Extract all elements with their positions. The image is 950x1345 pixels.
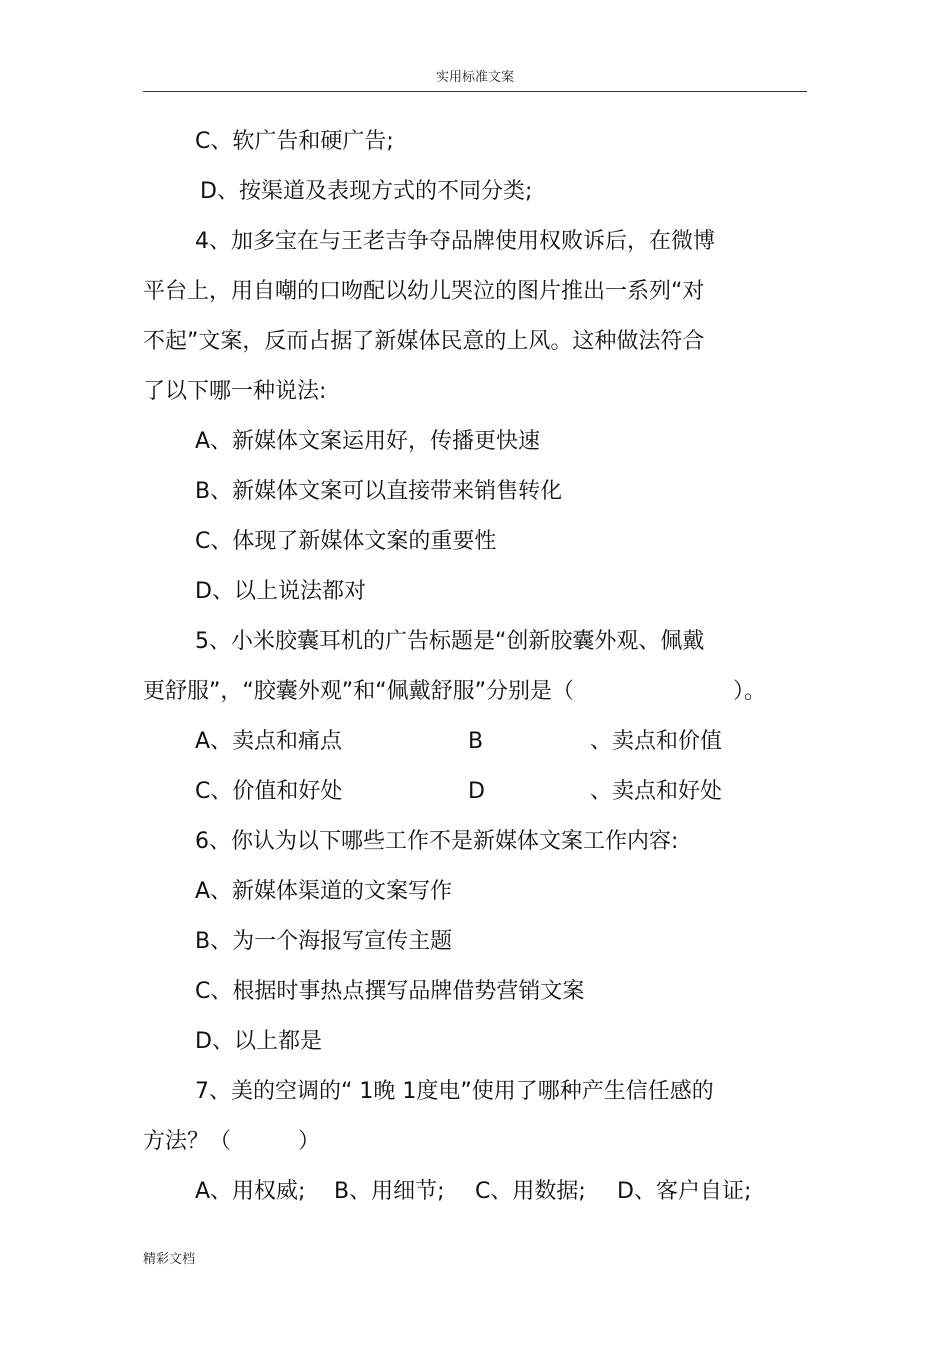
option-line: B、用细节;	[334, 1179, 445, 1204]
option-label: B	[468, 729, 484, 754]
page-footer: 精彩文档	[143, 1252, 196, 1267]
option-line: D、以上都是	[195, 1029, 322, 1054]
header-rule	[143, 91, 807, 92]
text-line: ）	[298, 1129, 321, 1154]
option-line: B、新媒体文案可以直接带来销售转化	[195, 479, 563, 504]
text-line: 方法？（	[143, 1129, 232, 1154]
option-line: C、体现了新媒体文案的重要性	[195, 529, 497, 554]
option-line: 、卖点和价值	[590, 729, 723, 754]
text-line: D、按渠道及表现方式的不同分类;	[200, 179, 533, 204]
text-line: 7、美的空调的“ 1晚 1度电”使用了哪种产生信任感的	[195, 1079, 714, 1104]
option-line: D、客户自证;	[617, 1179, 752, 1204]
option-label: D	[468, 779, 485, 804]
text-line: ）。	[733, 679, 767, 704]
text-line: 6、你认为以下哪些工作不是新媒体文案工作内容:	[195, 829, 679, 854]
option-line: B、为一个海报写宣传主题	[195, 929, 453, 954]
option-line: D、以上说法都对	[195, 579, 366, 604]
text-line: 了以下哪一种说法:	[143, 379, 327, 404]
text-line: 5、小米胶囊耳机的广告标题是“创新胶囊外观、佩戴	[195, 629, 705, 654]
option-line: A、卖点和痛点	[195, 729, 343, 754]
option-line: C、价值和好处	[195, 779, 343, 804]
text-line: 平台上，用自嘲的口吻配以幼儿哭泣的图片推出一系列“对	[143, 279, 705, 304]
text-line: 更舒服”，“胶囊外观”和“佩戴舒服”分别是（	[143, 679, 574, 704]
text-line: 不起”文案，反而占据了新媒体民意的上风。这种做法符合	[143, 329, 705, 354]
option-line: A、用权威;	[195, 1179, 306, 1204]
page-header: 实用标准文案	[435, 70, 514, 85]
text-line: C、软广告和硬广告;	[195, 129, 394, 154]
text-line: 4、加多宝在与王老吉争夺品牌使用权败诉后，在微博	[195, 229, 715, 254]
option-line: C、用数据;	[475, 1179, 586, 1204]
option-line: 、卖点和好处	[590, 779, 723, 804]
option-line: C、根据时事热点撰写品牌借势营销文案	[195, 979, 585, 1004]
option-line: A、新媒体渠道的文案写作	[195, 879, 453, 904]
option-line: A、新媒体文案运用好，传播更快速	[195, 429, 541, 454]
